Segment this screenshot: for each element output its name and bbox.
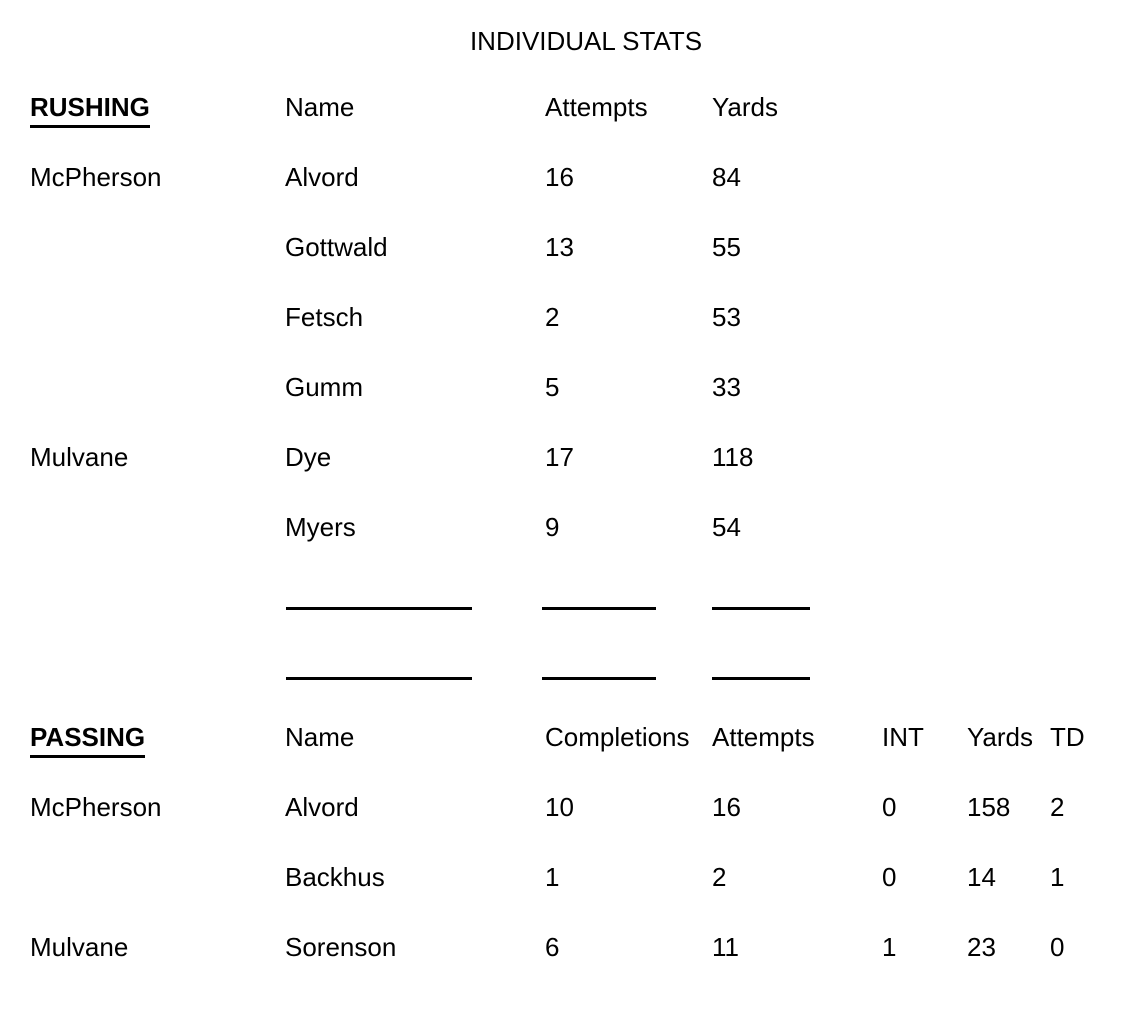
passing-row [0, 862, 1140, 932]
player-name-cell: Alvord [285, 162, 359, 192]
passing-section-label [30, 722, 145, 758]
yards-cell: 14 [967, 862, 996, 892]
rushing-column-header-yards: Yards [712, 92, 778, 122]
blank-line-segment [542, 677, 656, 680]
completions-cell: 6 [545, 932, 560, 962]
attempts-cell: 9 [545, 512, 560, 542]
attempts-cell: 17 [545, 442, 574, 472]
player-name-cell: Sorenson [285, 932, 397, 962]
attempts-cell: 2 [545, 302, 560, 332]
yards-cell: 23 [967, 932, 996, 962]
player-name-cell: Dye [285, 442, 332, 472]
yards-cell: 54 [712, 512, 741, 542]
blank-fill-in-row [0, 582, 1140, 652]
rushing-row [0, 512, 1140, 582]
blank-line-segment [286, 607, 472, 610]
passing-row [0, 792, 1140, 862]
attempts-cell: 2 [712, 862, 727, 892]
passing-column-header-attempts: Attempts [712, 722, 815, 752]
team-cell: Mulvane [30, 932, 129, 962]
player-name-cell: Gumm [285, 372, 363, 402]
rushing-column-header-name: Name [285, 92, 355, 122]
td-cell: 1 [1050, 862, 1065, 892]
player-name-cell: Fetsch [285, 302, 364, 332]
rushing-header-row [0, 92, 1140, 162]
td-cell: 2 [1050, 792, 1065, 822]
completions-cell: 10 [545, 792, 574, 822]
int-cell: 0 [882, 792, 897, 822]
player-name-cell: Myers [285, 512, 356, 542]
rushing-section-label-text: RUSHING [30, 92, 150, 128]
team-cell: Mulvane [30, 442, 129, 472]
yards-cell: 158 [967, 792, 1011, 822]
attempts-cell: 5 [545, 372, 560, 402]
team-cell: McPherson [30, 792, 162, 822]
yards-cell: 55 [712, 232, 741, 262]
yards-cell: 33 [712, 372, 741, 402]
int-cell: 1 [882, 932, 897, 962]
attempts-cell: 16 [545, 162, 574, 192]
rushing-row [0, 232, 1140, 302]
passing-section-label-text: PASSING [30, 722, 145, 758]
attempts-cell: 11 [712, 932, 739, 962]
yards-cell: 53 [712, 302, 741, 332]
attempts-cell: 13 [545, 232, 574, 262]
rushing-row [0, 162, 1140, 232]
blank-line-segment [712, 677, 810, 680]
rushing-row [0, 442, 1140, 512]
passing-column-header-yards: Yards [967, 722, 1033, 752]
int-cell: 0 [882, 862, 897, 892]
passing-row [0, 932, 1140, 1002]
td-cell: 0 [1050, 932, 1065, 962]
team-cell: McPherson [30, 162, 162, 192]
player-name-cell: Backhus [285, 862, 385, 892]
blank-line-segment [542, 607, 656, 610]
rushing-column-header-attempts: Attempts [545, 92, 648, 122]
rushing-row [0, 302, 1140, 372]
yards-cell: 118 [712, 442, 754, 472]
attempts-cell: 16 [712, 792, 741, 822]
blank-fill-in-row [0, 652, 1140, 722]
passing-column-header-completions: Completions [545, 722, 690, 752]
rushing-section-label [30, 92, 150, 128]
passing-column-header-name: Name [285, 722, 355, 752]
blank-line-segment [286, 677, 472, 680]
yards-cell: 84 [712, 162, 741, 192]
page-title: INDIVIDUAL STATS [469, 26, 703, 56]
blank-line-segment [712, 607, 810, 610]
passing-column-header-td: TD [1050, 722, 1085, 752]
passing-header-row [0, 722, 1140, 792]
completions-cell: 1 [545, 862, 560, 892]
rushing-row [0, 372, 1140, 442]
passing-column-header-int: INT [882, 722, 924, 752]
player-name-cell: Gottwald [285, 232, 388, 262]
player-name-cell: Alvord [285, 792, 359, 822]
